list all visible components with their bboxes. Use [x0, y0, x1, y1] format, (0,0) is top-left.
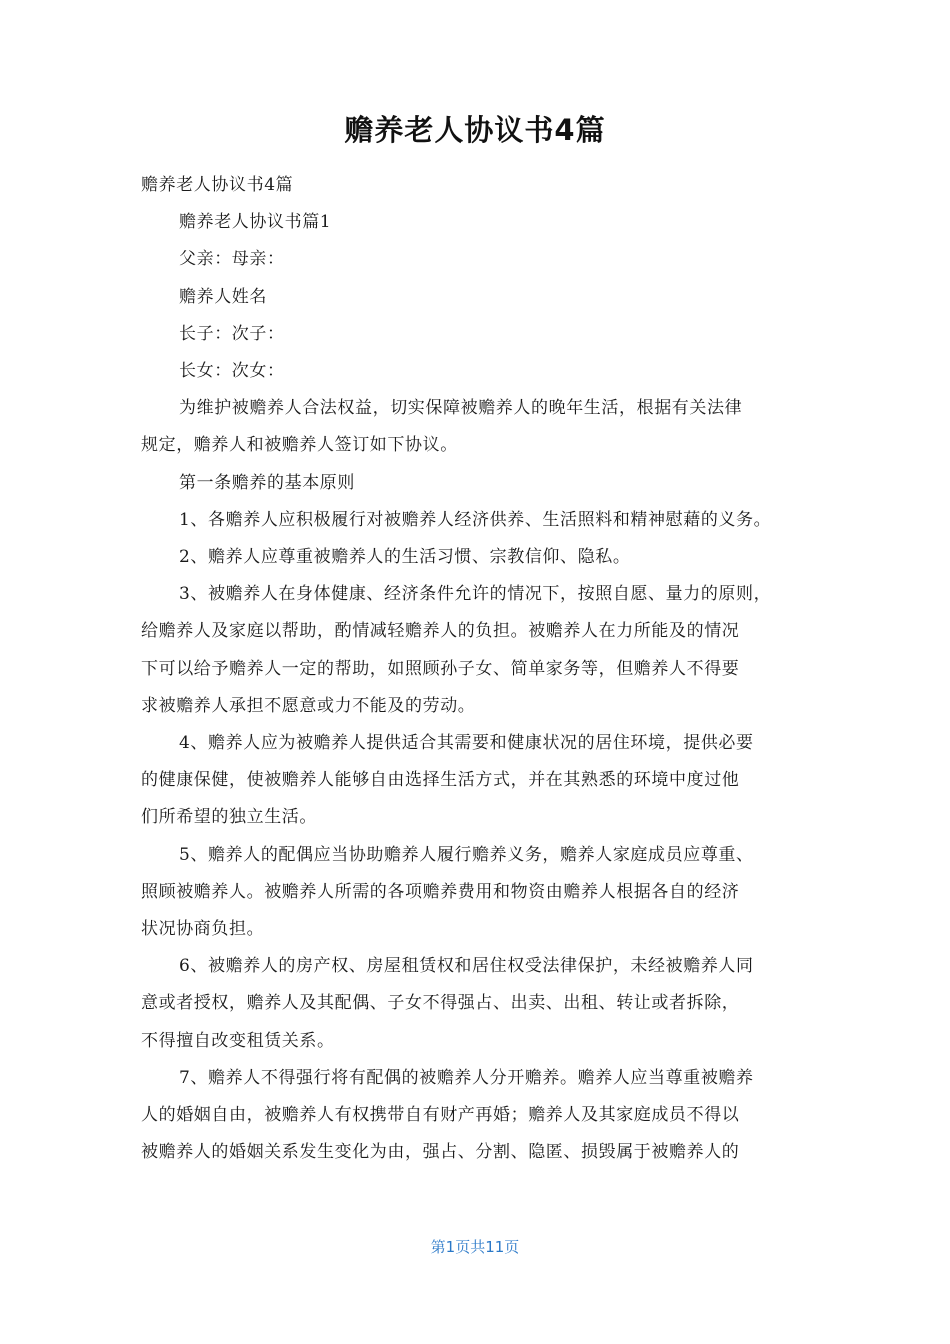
text-line: 5、赡养人的配偶应当协助赡养人履行赡养义务，赡养人家庭成员应尊重、: [179, 844, 754, 865]
text-line: 状况协商负担。: [141, 919, 265, 940]
text-line: 被赡养人的婚姻关系发生变化为由，强占、分割、隐匿、损毁属于被赡养人的: [141, 1142, 740, 1163]
text-line: 为维护被赡养人合法权益，切实保障被赡养人的晚年生活，根据有关法律: [179, 398, 743, 419]
text-line: 意或者授权，赡养人及其配偶、子女不得强占、出卖、出租、转让或者拆除，: [141, 993, 740, 1014]
text-line: 不得擅自改变租赁关系。: [141, 1030, 335, 1051]
text-line: 1、各赡养人应积极履行对被赡养人经济供养、生活照料和精神慰藉的义务。: [179, 509, 772, 530]
text-line: 给赡养人及家庭以帮助，酌情减轻赡养人的负担。被赡养人在力所能及的情况: [141, 621, 740, 642]
text-line: 7、赡养人不得强行将有配偶的被赡养人分开赡养。赡养人应当尊重被赡养: [179, 1067, 754, 1088]
page-footer: 第1页共11页: [430, 1238, 520, 1256]
text-line: 求被赡养人承担不愿意或力不能及的劳动。: [141, 695, 476, 716]
text-line: 2、赡养人应尊重被赡养人的生活习惯、宗教信仰、隐私。: [179, 547, 631, 568]
text-line: 们所希望的独立生活。: [141, 807, 317, 828]
text-line: 3、被赡养人在身体健康、经济条件允许的情况下，按照自愿、量力的原则，: [179, 584, 772, 605]
text-line: 4、赡养人应为被赡养人提供适合其需要和健康状况的居住环境，提供必要: [179, 733, 754, 754]
text-line: 照顾被赡养人。被赡养人所需的各项赡养费用和物资由赡养人根据各自的经济: [141, 881, 740, 902]
text-line: 赡养人姓名: [179, 286, 267, 307]
text-line: 长子：次子：: [179, 323, 285, 344]
text-line: 下可以给予赡养人一定的帮助，如照顾孙子女、简单家务等，但赡养人不得要: [141, 658, 740, 679]
document-body: [141, 167, 821, 1171]
text-line: 第一条赡养的基本原则: [179, 472, 355, 493]
text-line: 人的婚姻自由，被赡养人有权携带自有财产再婚；赡养人及其家庭成员不得以: [141, 1105, 740, 1126]
text-line: 赡养老人协议书4篇: [141, 175, 294, 195]
text-line: 6、被赡养人的房产权、房屋租赁权和居住权受法律保护，未经被赡养人同: [179, 956, 754, 977]
text-line: 的健康保健，使被赡养人能够自由选择生活方式，并在其熟悉的环境中度过他: [141, 770, 740, 791]
text-line: 赡养老人协议书篇1: [179, 212, 332, 233]
text-line: 长女：次女：: [179, 361, 285, 382]
document-title: 赡养老人协议书4篇: [344, 113, 606, 147]
text-line: 父亲：母亲：: [179, 249, 285, 270]
text-line: 规定，赡养人和被赡养人签订如下协议。: [141, 435, 458, 456]
